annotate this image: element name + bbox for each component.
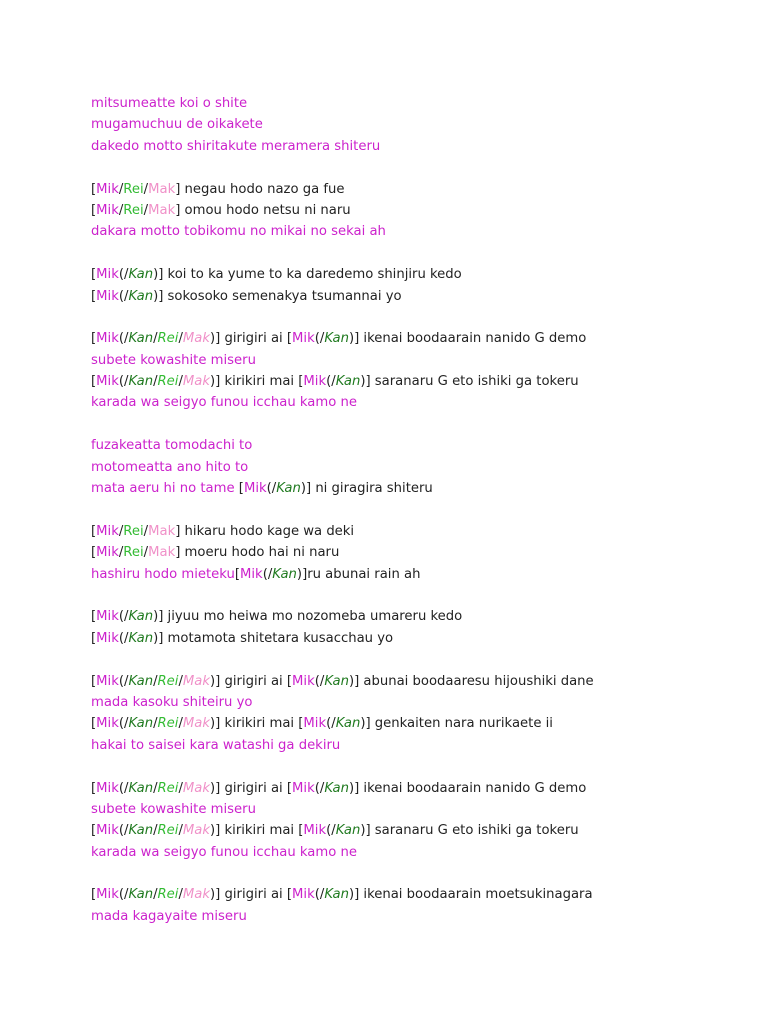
lyric-segment: Rei [123, 545, 144, 561]
stanza-gap [91, 307, 751, 328]
lyric-segment: / [143, 181, 149, 197]
lyric-segment: / [118, 523, 124, 539]
lyric-segment: Mik [292, 887, 315, 903]
lyric-segment: (/ [118, 331, 129, 347]
lyric-line [91, 735, 751, 756]
lyric-line [91, 713, 751, 734]
lyric-segment: karada wa seigyo funou icchau kamo ne [91, 395, 357, 411]
lyric-segment: Mik [96, 887, 119, 903]
lyric-segment: / [118, 181, 124, 197]
lyric-segment: mata aeru hi no tame [91, 481, 239, 497]
lyric-segment: / [153, 331, 158, 347]
lyric-segment: (/ [118, 374, 129, 390]
lyrics-document [91, 93, 751, 927]
stanza-gap [91, 157, 751, 178]
lyric-segment: Kan [335, 823, 361, 839]
lyric-segment: Mik [96, 780, 119, 796]
lyric-segment: )] girigiri ai [ [210, 887, 293, 903]
lyric-segment: [ [91, 545, 97, 561]
lyric-segment: / [178, 673, 183, 689]
lyric-segment: )] saranaru G eto ishiki ga tokeru [360, 374, 579, 390]
stanza-gap [91, 863, 751, 884]
lyric-segment: )] jiyuu mo heiwa mo nozomeba umareru kedo [153, 609, 463, 625]
lyric-segment: subete kowashite miseru [91, 801, 256, 817]
lyric-segment: / [153, 780, 158, 796]
lyric-segment: Kan [128, 267, 154, 283]
lyric-segment: )] koi to ka yume to ka daredemo shinjiru kedo [153, 267, 462, 283]
lyric-segment: Mik [96, 545, 119, 561]
lyric-segment: (/ [326, 374, 336, 390]
lyric-segment: Mik [96, 374, 119, 390]
lyric-segment: [ [91, 630, 97, 646]
lyric-line [91, 179, 751, 200]
lyric-segment: [ [91, 202, 97, 218]
lyric-segment: / [153, 716, 158, 732]
lyric-segment: )] motamota shitetara kusacchau yo [153, 630, 394, 646]
lyric-line [91, 350, 751, 371]
lyric-segment: (/ [314, 673, 325, 689]
lyric-segment: )] genkaiten nara nurikaete ii [360, 716, 553, 732]
lyric-segment: / [153, 887, 158, 903]
lyric-segment: motomeatta ano hito to [91, 459, 249, 475]
stanza-gap [91, 756, 751, 777]
lyric-segment: )] ni giragira shiteru [300, 481, 433, 497]
lyric-segment: Mik [96, 716, 119, 732]
lyric-line [91, 564, 751, 585]
lyric-segment: [ [91, 673, 97, 689]
lyric-segment: [ [91, 523, 97, 539]
lyric-segment: (/ [118, 630, 129, 646]
lyric-segment: )]ru abunai rain ah [296, 566, 421, 582]
lyric-segment: Mik [96, 523, 119, 539]
lyric-segment: Mik [96, 331, 119, 347]
lyric-line [91, 692, 751, 713]
lyric-segment: Rei [123, 181, 144, 197]
lyric-line [91, 842, 751, 863]
lyric-line [91, 435, 751, 456]
lyric-segment: (/ [314, 780, 325, 796]
lyric-segment: (/ [266, 481, 277, 497]
lyric-segment: Mik [292, 331, 315, 347]
lyric-segment: / [178, 823, 183, 839]
lyric-segment: Mak [148, 523, 176, 539]
lyric-segment: (/ [326, 823, 336, 839]
lyric-segment: Rei [123, 202, 144, 218]
lyric-line [91, 328, 751, 349]
lyric-segment: (/ [262, 566, 273, 582]
lyric-segment: Kan [335, 716, 361, 732]
lyric-segment: Mak [182, 823, 211, 839]
lyric-segment: Kan [128, 374, 154, 390]
lyric-segment: ] omou hodo netsu ni naru [175, 202, 351, 218]
lyric-segment: Mik [96, 823, 119, 839]
lyric-line [91, 221, 751, 242]
lyric-segment: )] ikenai boodaarain moetsukinagara [348, 887, 593, 903]
lyric-segment: Rei [157, 673, 179, 689]
lyric-segment: Kan [128, 716, 154, 732]
lyric-segment: Mik [240, 566, 263, 582]
lyric-line [91, 884, 751, 905]
lyric-segment: / [178, 780, 183, 796]
stanza-gap [91, 585, 751, 606]
lyric-segment: hashiru hodo mieteku [91, 566, 235, 582]
lyric-segment: (/ [118, 609, 129, 625]
lyric-segment: [ [91, 374, 97, 390]
lyric-line [91, 93, 751, 114]
lyric-segment: )] kirikiri mai [ [210, 823, 304, 839]
lyric-segment: Kan [324, 331, 349, 347]
lyric-segment: Mik [303, 716, 327, 732]
lyric-segment: (/ [314, 887, 325, 903]
lyric-segment: Mak [182, 331, 211, 347]
lyric-segment: Mik [303, 823, 327, 839]
lyric-segment: Mik [96, 267, 119, 283]
lyric-segment: / [178, 374, 183, 390]
lyric-segment: Mak [148, 181, 176, 197]
lyric-segment: Kan [128, 331, 154, 347]
lyric-segment: )] sokosoko semenakya tsumannai yo [153, 288, 402, 304]
lyric-segment: / [143, 202, 149, 218]
lyric-segment: / [143, 523, 149, 539]
lyric-segment: subete kowashite miseru [91, 352, 256, 368]
stanza-gap [91, 499, 751, 520]
lyric-segment: Mik [96, 202, 119, 218]
lyric-segment: [ [238, 481, 244, 497]
lyric-segment: (/ [118, 823, 129, 839]
lyric-segment: Rei [123, 523, 144, 539]
lyric-segment: Rei [157, 331, 179, 347]
lyric-segment: Mik [96, 673, 119, 689]
lyric-line [91, 778, 751, 799]
lyric-segment: Mak [182, 716, 211, 732]
lyric-segment: dakedo motto shiritakute meramera shiteru [91, 138, 381, 154]
lyric-line [91, 820, 751, 841]
lyric-segment: Rei [157, 716, 179, 732]
lyric-segment: (/ [314, 331, 325, 347]
lyric-segment: [ [91, 780, 97, 796]
lyric-segment: Kan [324, 673, 349, 689]
lyric-segment: (/ [118, 267, 129, 283]
lyric-segment: Mik [96, 609, 119, 625]
stanza-gap [91, 649, 751, 670]
lyric-segment: Mik [303, 374, 327, 390]
lyric-segment: (/ [118, 288, 129, 304]
lyric-line [91, 286, 751, 307]
lyric-segment: mada kasoku shiteiru yo [91, 694, 253, 710]
lyric-segment: (/ [118, 673, 129, 689]
lyric-line [91, 478, 751, 499]
lyric-segment: Rei [157, 887, 179, 903]
lyric-segment: / [118, 545, 124, 561]
lyric-segment: dakara motto tobikomu no mikai no sekai ah [91, 224, 386, 240]
lyric-line [91, 200, 751, 221]
lyric-segment: [ [91, 181, 97, 197]
lyric-segment: Kan [272, 566, 297, 582]
lyric-segment: hakai to saisei kara watashi ga dekiru [91, 737, 341, 753]
lyric-segment: Mak [182, 887, 211, 903]
lyric-segment: [ [91, 288, 97, 304]
lyric-segment: )] girigiri ai [ [210, 673, 293, 689]
lyric-segment: / [118, 202, 124, 218]
lyric-line [91, 114, 751, 135]
lyric-segment: Mik [96, 288, 119, 304]
lyric-segment: / [153, 673, 158, 689]
lyric-segment: )] ikenai boodaarain nanido G demo [348, 331, 587, 347]
lyric-segment: [ [91, 887, 97, 903]
lyric-segment: Mak [148, 202, 176, 218]
lyric-segment: Kan [324, 887, 349, 903]
lyric-line [91, 671, 751, 692]
lyric-segment: / [153, 374, 158, 390]
lyric-segment: Mik [96, 181, 119, 197]
stanza-gap [91, 414, 751, 435]
lyric-segment: )] kirikiri mai [ [210, 374, 304, 390]
lyric-segment: )] abunai boodaaresu hijoushiki dane [348, 673, 594, 689]
lyric-segment: karada wa seigyo funou icchau kamo ne [91, 844, 357, 860]
lyric-segment: [ [91, 267, 97, 283]
lyric-segment: mada kagayaite miseru [91, 908, 247, 924]
lyric-line [91, 799, 751, 820]
lyric-segment: mugamuchuu de oikakete [91, 117, 263, 133]
lyric-segment: Kan [128, 288, 154, 304]
lyric-segment: )] ikenai boodaarain nanido G demo [348, 780, 587, 796]
lyric-segment: / [178, 331, 183, 347]
lyric-segment: / [178, 887, 183, 903]
lyric-segment: (/ [118, 887, 129, 903]
lyric-segment: Mak [148, 545, 176, 561]
lyric-segment: [ [91, 609, 97, 625]
lyric-segment: / [153, 823, 158, 839]
lyric-segment: Kan [335, 374, 361, 390]
lyric-segment: )] saranaru G eto ishiki ga tokeru [360, 823, 579, 839]
lyric-segment: Kan [128, 823, 154, 839]
lyric-segment: (/ [118, 780, 129, 796]
lyric-segment: [ [91, 331, 97, 347]
lyric-segment: Kan [128, 673, 154, 689]
lyric-line [91, 371, 751, 392]
lyric-segment: [ [91, 823, 97, 839]
lyric-segment: Rei [157, 823, 179, 839]
lyric-segment: Mak [182, 673, 211, 689]
lyric-segment: Rei [157, 374, 179, 390]
lyric-segment: Mak [182, 780, 211, 796]
lyric-segment: Kan [128, 609, 154, 625]
lyric-segment: Mik [292, 780, 315, 796]
lyric-segment: (/ [118, 716, 129, 732]
lyric-segment: Kan [128, 780, 154, 796]
lyric-segment: [ [234, 566, 241, 582]
lyric-line [91, 264, 751, 285]
lyric-segment: / [143, 545, 149, 561]
lyric-segment: [ [91, 716, 97, 732]
lyric-segment: Kan [324, 780, 349, 796]
lyric-line [91, 136, 751, 157]
lyric-segment: Mik [243, 481, 267, 497]
lyric-segment: ] negau hodo nazo ga fue [175, 181, 345, 197]
lyric-line [91, 906, 751, 927]
lyric-segment: Mak [182, 374, 211, 390]
lyric-segment: Mik [292, 673, 315, 689]
stanza-gap [91, 243, 751, 264]
lyric-segment: Mik [96, 630, 119, 646]
lyric-segment: ] hikaru hodo kage wa deki [175, 523, 355, 539]
lyric-line [91, 628, 751, 649]
lyric-line [91, 606, 751, 627]
lyric-segment: Rei [157, 780, 179, 796]
lyric-segment: fuzakeatta tomodachi to [91, 438, 253, 454]
lyric-segment: )] girigiri ai [ [210, 331, 293, 347]
lyric-segment: mitsumeatte koi o shite [91, 96, 248, 111]
lyric-segment: ] moeru hodo hai ni naru [175, 545, 340, 561]
lyric-line [91, 542, 751, 563]
lyric-segment: )] girigiri ai [ [210, 780, 293, 796]
lyric-line [91, 392, 751, 413]
lyric-line [91, 457, 751, 478]
lyric-segment: Kan [276, 481, 301, 497]
lyric-line [91, 521, 751, 542]
lyric-segment: Kan [128, 887, 154, 903]
lyric-segment: / [178, 716, 183, 732]
lyric-segment: (/ [326, 716, 336, 732]
lyric-segment: Kan [128, 630, 154, 646]
lyric-segment: )] kirikiri mai [ [210, 716, 304, 732]
